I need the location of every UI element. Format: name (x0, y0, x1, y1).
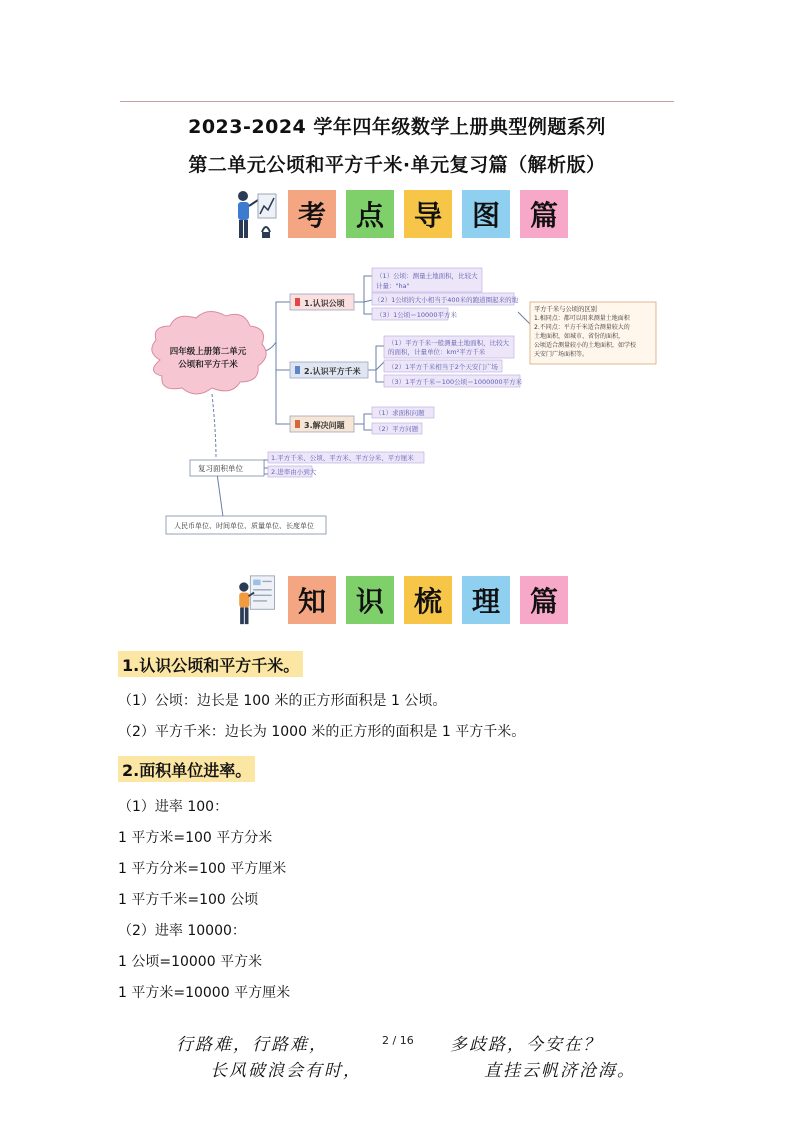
banner-tile: 图 (462, 190, 510, 238)
review-branch (166, 452, 424, 534)
review-item: 2.进率由小到大 (271, 468, 317, 476)
mind-map (140, 262, 660, 544)
footer-poem: 直挂云帆济沧海。 (484, 1061, 636, 1081)
branch-3 (290, 407, 434, 434)
footer-poem: 多歧路，今安在？ (450, 1035, 602, 1055)
banner-zhishi (232, 574, 578, 626)
branch-2-item: （1）平方千米一般测量土地面积，比较大 (388, 339, 510, 347)
banner-tile: 梳 (404, 576, 452, 624)
center-label-1: 四年级上册第二单元 (169, 347, 247, 357)
banner-tile: 考 (288, 190, 336, 238)
branch-1-item: （2）1公顷的大小相当于400米的跑道圈起来的地 (374, 296, 519, 304)
teacher-figure-icon (232, 574, 278, 626)
text-line: 1 平方分米=100 平方厘米 (118, 861, 287, 877)
section-heading-1: 1.认识公顷和平方千米。 (118, 651, 303, 677)
banner-tile: 导 (404, 190, 452, 238)
text-line: （2）进率 10000： (118, 923, 246, 939)
footer-poem: 行路难，行路难， (176, 1035, 328, 1055)
review-bottom: 人民币单位、时间单位、质量单位、长度单位 (174, 522, 314, 530)
center-cloud (152, 311, 266, 394)
branch-1-item: 计量："ha" (376, 282, 410, 290)
branch-3-item: （1）求面积问题 (375, 409, 425, 417)
document-title: 2023-2024 学年四年级数学上册典型例题系列 (188, 116, 606, 138)
footer-poem: 长风破浪会有时， (210, 1061, 362, 1081)
text-line: 1 平方米=10000 平方厘米 (118, 985, 291, 1001)
text-line: （1）进率 100： (118, 799, 229, 815)
note-line: 土地面积，如城市、省份的面积， (534, 333, 625, 340)
section-heading-2: 2.面积单位进率。 (118, 756, 255, 782)
comparison-note (530, 302, 656, 364)
note-line: 公顷适合测量较小的土地面积，如学校 (534, 342, 637, 349)
review-label: 复习面积单位 (198, 464, 243, 473)
note-line: 平方千米与公顷的区别 (534, 306, 597, 313)
review-item: 1.平方千米、公顷、平方米、平方分米、平方厘米 (271, 454, 414, 462)
presenter-figure-icon (232, 188, 278, 240)
branch-1-label: 1.认识公顷 (304, 299, 345, 308)
note-line: 天安门广场面积等。 (534, 351, 589, 358)
branch-2-label: 2.认识平方千米 (304, 367, 361, 376)
text-line: （1）公顷：边长是 100 米的正方形面积是 1 公顷。 (118, 693, 447, 709)
branch-1-item: （3）1公顷＝10000平方米 (376, 311, 457, 319)
text-line: （2）平方千米：边长为 1000 米的正方形的面积是 1 平方千米。 (118, 724, 526, 740)
branch-1 (290, 268, 519, 320)
banner-tile: 篇 (520, 576, 568, 624)
branch-2-item: 的面积，计量单位：km²平方千米 (388, 348, 486, 356)
banner-tile: 知 (288, 576, 336, 624)
branch-1-item: （1）公顷：测量土地面积，比较大 (376, 272, 478, 280)
center-label-2: 公顷和平方千米 (178, 360, 238, 370)
page-number: 2 / 16 (382, 1034, 414, 1047)
branch-2-item: （3）1平方千米＝100公顷＝1000000平方米 (388, 378, 523, 386)
branch-2 (290, 336, 523, 387)
banner-kaodian (232, 188, 578, 240)
banner-tile: 篇 (520, 190, 568, 238)
branch-3-item: （2）平方问题 (375, 425, 419, 433)
text-line: 1 平方米=100 平方分米 (118, 830, 273, 846)
branch-3-label: 3.解决问题 (304, 421, 345, 430)
text-line: 1 公顷=10000 平方米 (118, 954, 263, 970)
banner-tile: 识 (346, 576, 394, 624)
branch-2-item: （2）1平方千米相当于2个天安门广场 (388, 363, 498, 371)
banner-tile: 点 (346, 190, 394, 238)
text-line: 1 平方千米=100 公顷 (118, 892, 259, 908)
note-line: 2.不同点：平方千米适合测量较大的 (534, 324, 630, 331)
banner-tile: 理 (462, 576, 510, 624)
document-subtitle: 第二单元公顷和平方千米·单元复习篇（解析版） (188, 154, 606, 176)
note-line: 1.相同点：都可以用来测量土地面积 (534, 315, 630, 322)
header-rule (120, 101, 674, 102)
